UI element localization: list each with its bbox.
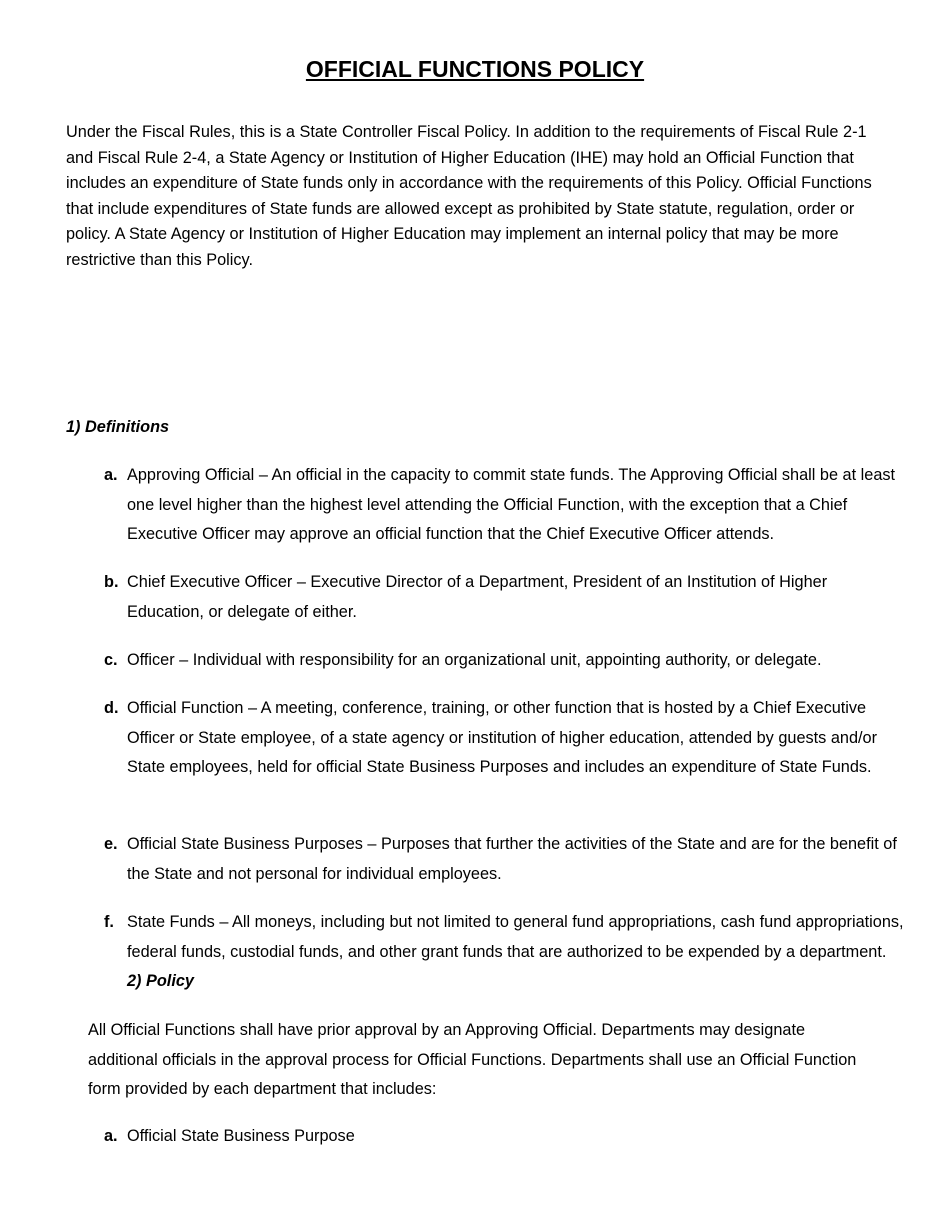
definition-text-wrapper: [127, 908, 904, 997]
policy-paragraph: All Official Functions shall have prior approval by an Approving Official. Departments may designate additional officials in the approval process for Official Functions. Departments shall use an Official Function form provided by each department that includes:: [88, 1021, 857, 1099]
definition-item-b: [104, 568, 904, 627]
definition-item-f: [104, 908, 904, 997]
policy-heading: 2) Policy: [127, 972, 194, 991]
definition-text: State Funds – All moneys, including but not limited to general fund appropriations, cash fund appropriations, federal funds, custodial funds, and other grant funds that are authorized to be expended by a department.: [127, 913, 904, 961]
definition-text: Approving Official – An official in the capacity to commit state funds. The Approving Official shall be at least one level higher than the highest level attending the Official Function, with the exception that a Chief Executive Officer may approve an official function that the Chief Executive Officer attends.: [127, 466, 896, 544]
policy-item-letter: a.: [104, 1127, 118, 1145]
document-title: OFFICIAL FUNCTIONS POLICY: [305, 56, 645, 82]
definition-item-d: [104, 694, 904, 783]
definition-letter: b.: [104, 573, 119, 591]
definition-letter: f.: [104, 913, 114, 931]
policy-item-text: Official State Business Purpose: [127, 1127, 355, 1145]
definition-letter: d.: [104, 699, 119, 717]
definition-item-e: [104, 830, 904, 889]
definition-item-c: [104, 646, 904, 676]
definition-letter: a.: [104, 466, 118, 484]
definition-letter: c.: [104, 651, 118, 669]
definition-text: Chief Executive Officer – Executive Director of a Department, President of an Institution of Higher Education, or delegate of either.: [127, 573, 828, 621]
definition-item-a: [104, 461, 904, 550]
definition-text: Official Function – A meeting, conference, training, or other function that is hosted by a Chief Executive Officer or State employee, of a state agency or institution of higher education, attended by guests and/or State employees, held for official State Business Purposes and includes an expenditure of State Funds.: [127, 699, 878, 777]
policy-item-a: [104, 1122, 904, 1152]
definition-text: Officer – Individual with responsibility for an organizational unit, appointing authority, or delegate.: [127, 651, 822, 669]
definition-letter: e.: [104, 835, 118, 853]
intro-paragraph: Under the Fiscal Rules, this is a State Controller Fiscal Policy. In addition to the requirements of Fiscal Rule 2-1 and Fiscal Rule 2-4, a State Agency or Institution of Higher Education (IHE) may hold an Official Function that includes an expenditure of State funds only in accordance with the requirements of this Policy. Official Functions that include expenditures of State funds are allowed except as prohibited by State statute, regulation, order or policy. A State Agency or Institution of Higher Education may implement an internal policy that may be more restrictive than this Policy.: [66, 123, 872, 269]
definitions-heading: 1) Definitions: [66, 418, 170, 436]
definition-text: Official State Business Purposes – Purposes that further the activities of the State and are for the benefit of the State and not personal for individual employees.: [127, 835, 897, 883]
